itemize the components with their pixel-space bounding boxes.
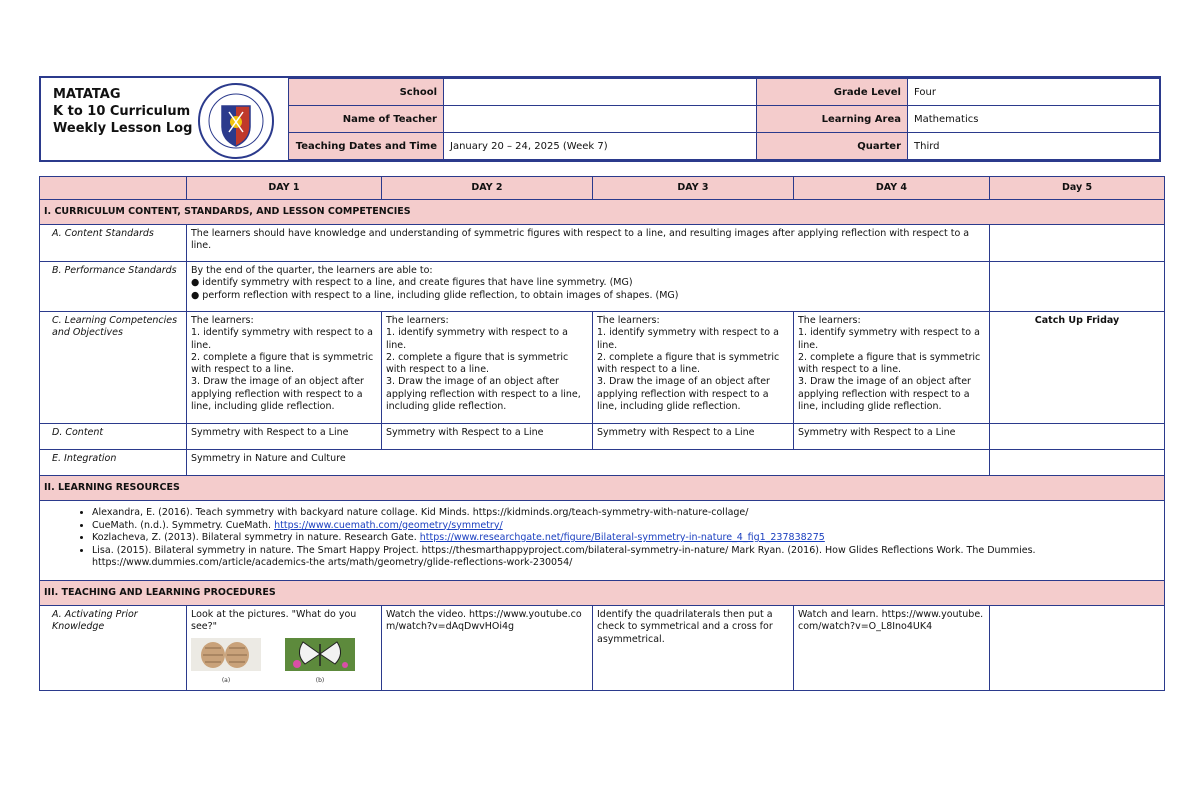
activating-pictures: (a) (b): [191, 638, 377, 688]
resources-list: [44, 507, 1160, 570]
resource-item: • Alexandra, E. (2016). Teach symmetry with backyard nature collage. Kid Minds. https://kidminds.org/teach-symmetry-with-nature-collage/: [92, 507, 1160, 520]
document-title: MATATAG K to 10 Curriculum Weekly Lesson Log: [53, 87, 193, 136]
teacher-label: Name of Teacher: [289, 106, 444, 133]
competencies-day2: The learners: 1. identify symmetry with respect to a line. 2. complete a figure that is symmetric with respect to a line. 3. Draw the image of an object after applying reflection with respect to a line, including glide reflection.: [382, 312, 593, 424]
section-procedures-heading: III. TEACHING AND LEARNING PROCEDURES: [40, 581, 1165, 606]
lesson-log-table: [39, 176, 1165, 691]
performance-standards-day5: [990, 262, 1165, 312]
section-resources-heading: II. LEARNING RESOURCES: [40, 476, 1165, 501]
teacher-field[interactable]: [444, 106, 757, 133]
activating-day5: [990, 606, 1165, 691]
resource-link[interactable]: https://www.researchgate.net/figure/Bilateral-symmetry-in-nature_4_fig1_237838275: [419, 532, 825, 543]
content-standards-label: A. Content Standards: [40, 225, 187, 262]
activating-day3: Identify the quadrilaterals then put a check to symmetrical and a cross for asymmetrical.: [593, 606, 794, 691]
performance-standards-label: B. Performance Standards: [40, 262, 187, 312]
learning-area-field[interactable]: Mathematics: [908, 106, 1161, 133]
deped-seal-icon: [197, 82, 275, 160]
school-field[interactable]: [444, 79, 757, 106]
day-header-row: [40, 177, 1165, 200]
integration-value: Symmetry in Nature and Culture: [187, 450, 990, 476]
content-day1: Symmetry with Respect to a Line: [187, 424, 382, 450]
activating-label: A. Activating Prior Knowledge: [40, 606, 187, 691]
activating-day4: Watch and learn. https://www.youtube.com/watch?v=O_L8Ino4UK4: [794, 606, 990, 691]
day-1-header: DAY 1: [187, 177, 382, 200]
content-label: D. Content: [40, 424, 187, 450]
competencies-day4: The learners: 1. identify symmetry with respect to a line. 2. complete a figure that is symmetric with respect to a line. 3. Draw the image of an object after applying reflection with respect to a line, including glide reflection.: [794, 312, 990, 424]
header-info-grid: [288, 78, 1161, 160]
integration-label: E. Integration: [40, 450, 187, 476]
lesson-log-header: [39, 76, 1161, 162]
resource-item: • Kozlacheva, Z. (2013). Bilateral symmetry in nature. Research Gate. https://www.researchgate.net/figure/Bilateral-symmetry-in-nature_4_fig1_237838275: [92, 532, 1160, 545]
teaching-dates-field[interactable]: January 20 – 24, 2025 (Week 7): [444, 133, 757, 160]
butterfly-picture-icon: [285, 638, 355, 671]
resource-item: • Lisa. (2015). Bilateral symmetry in nature. The Smart Happy Project. https://thesmarthappyproject.com/bilateral-symmetry-in-nature/ Mark Ryan. (2016). How Glides Reflections Work. The Dummies. https://www.dummies.com/article/academics-the arts/math/geometry/glide-reflections-work-230054/: [92, 545, 1160, 570]
integration-day5: [990, 450, 1165, 476]
content-day2: Symmetry with Respect to a Line: [382, 424, 593, 450]
grade-level-field[interactable]: Four: [908, 79, 1161, 106]
competencies-label: C. Learning Competencies and Objectives: [40, 312, 187, 424]
resource-item: • CueMath. (n.d.). Symmetry. CueMath. https://www.cuemath.com/geometry/symmetry/: [92, 520, 1160, 533]
catch-up-friday: Catch Up Friday: [990, 312, 1165, 424]
activating-day1: Look at the pictures. "What do you see?" (a) (b): [187, 606, 382, 691]
teaching-dates-label: Teaching Dates and Time: [289, 133, 444, 160]
day-3-header: DAY 3: [593, 177, 794, 200]
content-standards-text: The learners should have knowledge and understanding of symmetric figures with respect to a line, and resulting images after applying reflection with respect to a line.: [187, 225, 990, 262]
learning-area-label: Learning Area: [757, 106, 908, 133]
section-curriculum-heading: I. CURRICULUM CONTENT, STANDARDS, AND LESSON COMPETENCIES: [40, 200, 1165, 225]
resources-list-cell: [40, 501, 1165, 581]
seashells-picture-icon: [191, 638, 261, 671]
resource-link[interactable]: https://www.cuemath.com/geometry/symmetry/: [274, 519, 503, 531]
content-day5: [990, 424, 1165, 450]
grade-level-label: Grade Level: [757, 79, 908, 106]
competencies-day3: The learners: 1. identify symmetry with respect to a line. 2. complete a figure that is symmetric with respect to a line. 3. Draw the image of an object after applying reflection with respect to a line, including glide reflection.: [593, 312, 794, 424]
day-4-header: DAY 4: [794, 177, 990, 200]
content-day4: Symmetry with Respect to a Line: [794, 424, 990, 450]
day-5-header: Day 5: [990, 177, 1165, 200]
content-standards-day5: [990, 225, 1165, 262]
corner-cell: [40, 177, 187, 200]
school-label: School: [289, 79, 444, 106]
performance-standards-text: By the end of the quarter, the learners are able to: ● identify symmetry with respect to a line, and create figures that have line symmetry. (MG) ● perform reflection with respect to a line, including glide reflection, to obtain images of shapes. (MG): [187, 262, 990, 312]
competencies-day1: The learners: 1. identify symmetry with respect to a line. 2. complete a figure that is symmetric with respect to a line. 3. Draw the image of an object after applying reflection with respect to a line, including glide reflection.: [187, 312, 382, 424]
activating-day2: Watch the video. https://www.youtube.com/watch?v=dAqDwvHOi4g: [382, 606, 593, 691]
quarter-field[interactable]: Third: [908, 133, 1161, 160]
day-2-header: DAY 2: [382, 177, 593, 200]
content-day3: Symmetry with Respect to a Line: [593, 424, 794, 450]
quarter-label: Quarter: [757, 133, 908, 160]
